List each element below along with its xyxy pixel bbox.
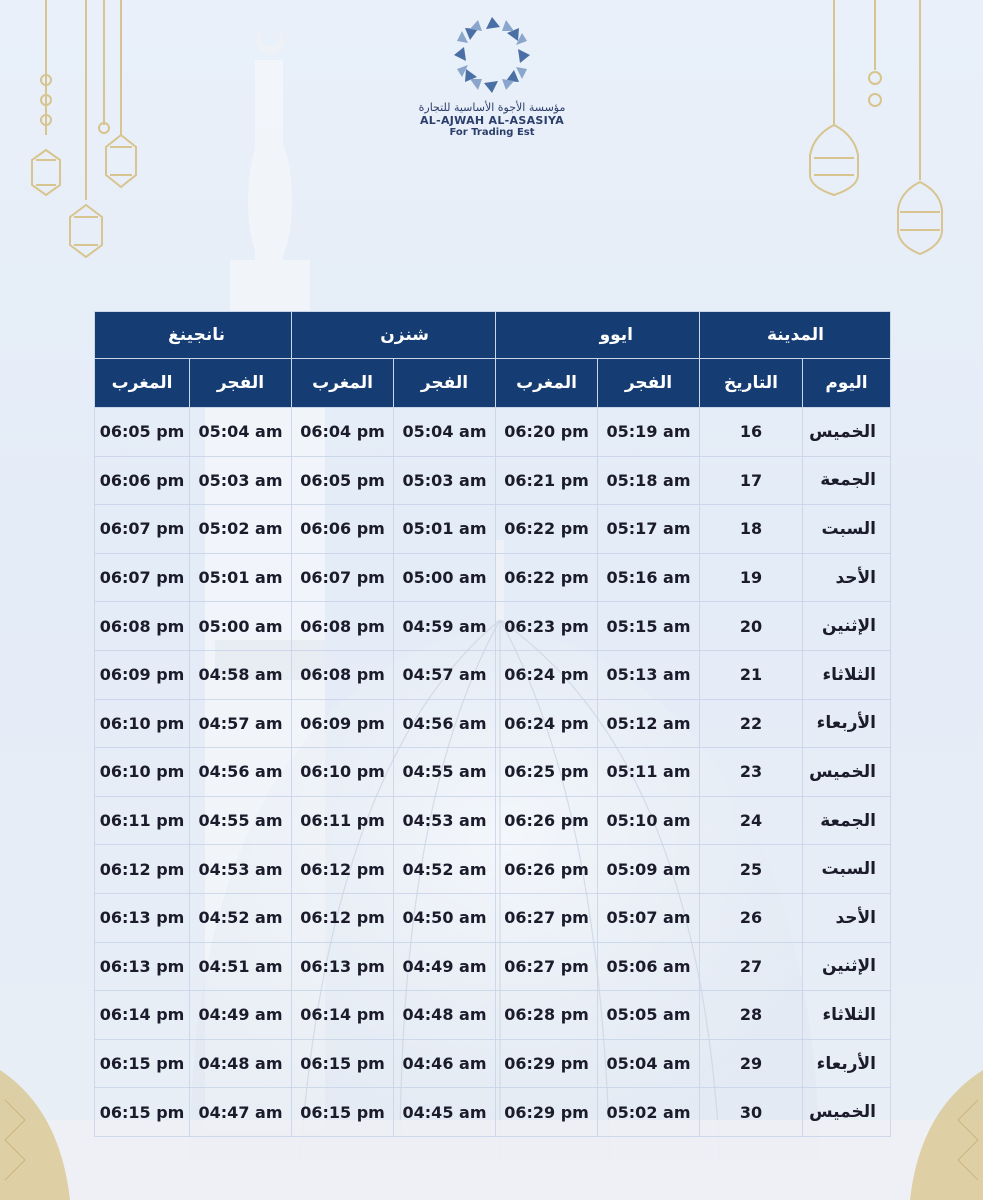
time-value: 06:10 pm [99, 762, 185, 782]
time-value: 06:25 pm [504, 762, 589, 782]
time-value: 05:01 am [402, 519, 487, 539]
time-value: 06:08 pm [300, 665, 385, 685]
day-cell: الأحد [803, 893, 891, 942]
city-yiwu-header: ايوو [496, 312, 700, 359]
shenzhen-fajr-cell [394, 456, 496, 505]
yiwu-fajr-cell [598, 1088, 700, 1137]
time-value: 06:07 pm [99, 519, 185, 539]
day-cell: الأحد [803, 553, 891, 602]
time-value: 05:00 am [198, 616, 283, 636]
time-value: 04:49 am [402, 956, 487, 976]
time-value: 04:49 am [198, 1005, 283, 1025]
brand-tagline: For Trading Est [449, 127, 535, 138]
shenzhen-fajr-cell [394, 1039, 496, 1088]
brand-name-english: AL-AJWAH AL-ASASIYA [419, 114, 565, 127]
time-value: 05:03 am [198, 470, 283, 490]
day-cell: الإثنين [803, 602, 891, 651]
time-value: 06:24 pm [504, 713, 589, 733]
shenzhen-maghrib-cell [292, 699, 394, 748]
yiwu-maghrib-cell [496, 845, 598, 894]
nanjing-maghrib-cell [95, 602, 190, 651]
nanjing-maghrib-cell [95, 942, 190, 991]
time-value: 06:04 pm [300, 422, 385, 442]
time-value: 05:18 am [606, 470, 691, 490]
time-value: 06:09 pm [99, 665, 185, 685]
shenzhen-maghrib-cell [292, 602, 394, 651]
brand-name-arabic: مؤسسة الأجوة الأساسية للتجارة [418, 101, 566, 114]
table-row [95, 505, 891, 554]
time-value: 06:06 pm [300, 519, 385, 539]
time-value: 05:19 am [606, 422, 691, 442]
time-value: 06:08 pm [300, 616, 385, 636]
day-cell: الخميس [803, 1088, 891, 1137]
yiwu-maghrib-cell [496, 942, 598, 991]
nanjing-fajr-cell [190, 796, 292, 845]
yiwu-maghrib-header: المغرب [496, 359, 598, 408]
time-value: 06:15 pm [99, 1054, 185, 1074]
shenzhen-maghrib-cell [292, 796, 394, 845]
date-cell: 20 [700, 602, 803, 651]
shenzhen-fajr-cell [394, 748, 496, 797]
yiwu-fajr-cell [598, 845, 700, 894]
shenzhen-fajr-cell [394, 505, 496, 554]
time-value: 04:52 am [402, 859, 487, 879]
yiwu-maghrib-cell [496, 748, 598, 797]
time-value: 06:05 pm [99, 422, 185, 442]
nanjing-maghrib-cell [95, 796, 190, 845]
table-row [95, 796, 891, 845]
time-value: 06:29 pm [504, 1102, 589, 1122]
day-cell: الأربعاء [803, 1039, 891, 1088]
shenzhen-fajr-cell [394, 893, 496, 942]
date-cell: 29 [700, 1039, 803, 1088]
time-value: 05:07 am [606, 908, 691, 928]
city-nanjing-header: نانجينغ [95, 312, 292, 359]
nanjing-maghrib-cell [95, 650, 190, 699]
table-row [95, 991, 891, 1040]
shenzhen-fajr-cell [394, 796, 496, 845]
day-cell: الثلاثاء [803, 991, 891, 1040]
nanjing-maghrib-cell [95, 408, 190, 457]
time-value: 05:11 am [606, 762, 691, 782]
nanjing-fajr-cell [190, 942, 292, 991]
time-value: 05:09 am [606, 859, 691, 879]
time-value: 04:46 am [402, 1054, 487, 1074]
table-row [95, 942, 891, 991]
time-value: 05:13 am [606, 665, 691, 685]
day-cell: الإثنين [803, 942, 891, 991]
time-value: 06:22 pm [504, 519, 589, 539]
time-value: 06:06 pm [99, 470, 185, 490]
time-value: 06:15 pm [300, 1102, 385, 1122]
city-column-header: المدينة [700, 312, 891, 359]
time-value: 06:10 pm [99, 713, 185, 733]
time-value: 04:50 am [402, 908, 487, 928]
shenzhen-maghrib-cell [292, 650, 394, 699]
date-cell: 23 [700, 748, 803, 797]
nanjing-maghrib-cell [95, 1088, 190, 1137]
table-row [95, 650, 891, 699]
date-cell: 25 [700, 845, 803, 894]
nanjing-maghrib-cell [95, 553, 190, 602]
yiwu-fajr-cell [598, 602, 700, 651]
yiwu-fajr-cell [598, 699, 700, 748]
shenzhen-maghrib-cell [292, 456, 394, 505]
shenzhen-fajr-cell [394, 699, 496, 748]
shenzhen-fajr-cell [394, 991, 496, 1040]
date-cell: 27 [700, 942, 803, 991]
nanjing-fajr-cell [190, 553, 292, 602]
yiwu-fajr-cell [598, 650, 700, 699]
time-value: 06:22 pm [504, 568, 589, 588]
shenzhen-fajr-cell [394, 650, 496, 699]
time-value: 05:03 am [402, 470, 487, 490]
time-value: 05:05 am [606, 1005, 691, 1025]
time-value: 06:21 pm [504, 470, 589, 490]
table-row [95, 408, 891, 457]
shenzhen-fajr-cell [394, 1088, 496, 1137]
table-row [95, 553, 891, 602]
time-value: 05:02 am [198, 519, 283, 539]
date-cell: 30 [700, 1088, 803, 1137]
nanjing-maghrib-cell [95, 699, 190, 748]
shenzhen-maghrib-cell [292, 1088, 394, 1137]
nanjing-maghrib-cell [95, 1039, 190, 1088]
yiwu-fajr-cell [598, 893, 700, 942]
time-value: 06:15 pm [99, 1102, 185, 1122]
time-value: 04:57 am [402, 665, 487, 685]
nanjing-fajr-cell [190, 845, 292, 894]
time-value: 06:26 pm [504, 859, 589, 879]
time-value: 04:56 am [198, 762, 283, 782]
time-value: 04:59 am [402, 616, 487, 636]
yiwu-fajr-cell [598, 408, 700, 457]
nanjing-fajr-cell [190, 1088, 292, 1137]
time-value: 06:14 pm [300, 1005, 385, 1025]
day-cell: السبت [803, 505, 891, 554]
nanjing-fajr-cell [190, 650, 292, 699]
time-value: 06:28 pm [504, 1005, 589, 1025]
yiwu-fajr-cell [598, 1039, 700, 1088]
time-value: 06:15 pm [300, 1054, 385, 1074]
nanjing-fajr-cell [190, 1039, 292, 1088]
time-value: 06:08 pm [99, 616, 185, 636]
time-value: 06:27 pm [504, 908, 589, 928]
shenzhen-maghrib-cell [292, 991, 394, 1040]
date-cell: 22 [700, 699, 803, 748]
time-value: 05:10 am [606, 811, 691, 831]
day-cell: السبت [803, 845, 891, 894]
time-value: 06:26 pm [504, 811, 589, 831]
date-cell: 26 [700, 893, 803, 942]
yiwu-maghrib-cell [496, 553, 598, 602]
nanjing-maghrib-cell [95, 748, 190, 797]
shenzhen-fajr-header: الفجر [394, 359, 496, 408]
time-value: 05:04 am [402, 422, 487, 442]
time-value: 06:14 pm [99, 1005, 185, 1025]
time-value: 06:10 pm [300, 762, 385, 782]
time-value: 05:01 am [198, 568, 283, 588]
time-value: 05:17 am [606, 519, 691, 539]
shenzhen-maghrib-cell [292, 505, 394, 554]
nanjing-maghrib-cell [95, 845, 190, 894]
nanjing-fajr-cell [190, 408, 292, 457]
yiwu-fajr-cell [598, 991, 700, 1040]
day-column-header: اليوم [803, 359, 891, 408]
time-value: 05:04 am [606, 1054, 691, 1074]
date-cell: 19 [700, 553, 803, 602]
time-value: 05:15 am [606, 616, 691, 636]
table-row [95, 699, 891, 748]
time-value: 04:48 am [198, 1054, 283, 1074]
time-value: 04:48 am [402, 1005, 487, 1025]
time-value: 06:07 pm [300, 568, 385, 588]
time-value: 06:29 pm [504, 1054, 589, 1074]
time-value: 04:53 am [198, 859, 283, 879]
nanjing-fajr-cell [190, 893, 292, 942]
column-header-row [95, 359, 891, 408]
time-value: 04:58 am [198, 665, 283, 685]
nanjing-maghrib-cell [95, 456, 190, 505]
time-value: 06:27 pm [504, 956, 589, 976]
prayer-times-body [95, 408, 891, 1137]
shenzhen-maghrib-header: المغرب [292, 359, 394, 408]
time-value: 06:24 pm [504, 665, 589, 685]
nanjing-fajr-cell [190, 505, 292, 554]
nanjing-maghrib-header: المغرب [95, 359, 190, 408]
yiwu-maghrib-cell [496, 893, 598, 942]
time-value: 06:13 pm [99, 956, 185, 976]
time-value: 05:12 am [606, 713, 691, 733]
yiwu-fajr-cell [598, 505, 700, 554]
date-cell: 28 [700, 991, 803, 1040]
date-cell: 24 [700, 796, 803, 845]
shenzhen-maghrib-cell [292, 893, 394, 942]
shenzhen-maghrib-cell [292, 1039, 394, 1088]
shenzhen-maghrib-cell [292, 553, 394, 602]
shenzhen-fajr-cell [394, 942, 496, 991]
time-value: 06:07 pm [99, 568, 185, 588]
nanjing-fajr-cell [190, 602, 292, 651]
yiwu-maghrib-cell [496, 505, 598, 554]
yiwu-maghrib-cell [496, 991, 598, 1040]
yiwu-maghrib-cell [496, 602, 598, 651]
city-header-row [95, 312, 891, 359]
date-cell: 21 [700, 650, 803, 699]
time-value: 06:11 pm [99, 811, 185, 831]
shenzhen-maghrib-cell [292, 408, 394, 457]
yiwu-fajr-cell [598, 553, 700, 602]
day-cell: الأربعاء [803, 699, 891, 748]
shenzhen-maghrib-cell [292, 845, 394, 894]
table-row [95, 1039, 891, 1088]
table-row [95, 845, 891, 894]
nanjing-fajr-cell [190, 456, 292, 505]
day-cell: الجمعة [803, 796, 891, 845]
nanjing-fajr-cell [190, 699, 292, 748]
shenzhen-fajr-cell [394, 602, 496, 651]
nanjing-fajr-cell [190, 748, 292, 797]
nanjing-maghrib-cell [95, 505, 190, 554]
yiwu-maghrib-cell [496, 456, 598, 505]
time-value: 05:16 am [606, 568, 691, 588]
time-value: 06:05 pm [300, 470, 385, 490]
shenzhen-maghrib-cell [292, 942, 394, 991]
nanjing-maghrib-cell [95, 991, 190, 1040]
nanjing-fajr-cell [190, 991, 292, 1040]
yiwu-fajr-cell [598, 796, 700, 845]
hanging-lanterns-right-icon [800, 0, 960, 270]
time-value: 04:53 am [402, 811, 487, 831]
brand-logo [385, 12, 599, 139]
day-cell: الخميس [803, 408, 891, 457]
time-value: 06:23 pm [504, 616, 589, 636]
nanjing-maghrib-cell [95, 893, 190, 942]
time-value: 04:51 am [198, 956, 283, 976]
time-value: 05:02 am [606, 1102, 691, 1122]
yiwu-fajr-header: الفجر [598, 359, 700, 408]
yiwu-maghrib-cell [496, 1088, 598, 1137]
yiwu-maghrib-cell [496, 408, 598, 457]
time-value: 04:55 am [198, 811, 283, 831]
time-value: 04:45 am [402, 1102, 487, 1122]
yiwu-maghrib-cell [496, 699, 598, 748]
day-cell: الخميس [803, 748, 891, 797]
table-row [95, 748, 891, 797]
yiwu-fajr-cell [598, 748, 700, 797]
time-value: 06:12 pm [99, 859, 185, 879]
table-row [95, 602, 891, 651]
time-value: 06:11 pm [300, 811, 385, 831]
yiwu-maghrib-cell [496, 650, 598, 699]
time-value: 06:20 pm [504, 422, 589, 442]
yiwu-fajr-cell [598, 942, 700, 991]
time-value: 04:56 am [402, 713, 487, 733]
shenzhen-fajr-cell [394, 553, 496, 602]
date-cell: 16 [700, 408, 803, 457]
circular-triangle-ring-logo-icon [447, 12, 537, 98]
time-value: 05:00 am [402, 568, 487, 588]
yiwu-maghrib-cell [496, 796, 598, 845]
time-value: 05:06 am [606, 956, 691, 976]
table-row [95, 1088, 891, 1137]
time-value: 06:12 pm [300, 908, 385, 928]
time-value: 06:13 pm [99, 908, 185, 928]
table-row [95, 456, 891, 505]
time-value: 06:12 pm [300, 859, 385, 879]
yiwu-fajr-cell [598, 456, 700, 505]
time-value: 06:09 pm [300, 713, 385, 733]
date-cell: 17 [700, 456, 803, 505]
time-value: 04:47 am [198, 1102, 283, 1122]
time-value: 06:13 pm [300, 956, 385, 976]
time-value: 05:04 am [198, 422, 283, 442]
nanjing-fajr-header: الفجر [190, 359, 292, 408]
table-row [95, 893, 891, 942]
time-value: 04:57 am [198, 713, 283, 733]
day-cell: الثلاثاء [803, 650, 891, 699]
city-shenzhen-header: شنزن [292, 312, 496, 359]
date-cell: 18 [700, 505, 803, 554]
shenzhen-maghrib-cell [292, 748, 394, 797]
yiwu-maghrib-cell [496, 1039, 598, 1088]
shenzhen-fajr-cell [394, 408, 496, 457]
date-column-header: التاريخ [700, 359, 803, 408]
time-value: 04:55 am [402, 762, 487, 782]
day-cell: الجمعة [803, 456, 891, 505]
hanging-lanterns-left-icon [28, 0, 148, 270]
shenzhen-fajr-cell [394, 845, 496, 894]
time-value: 04:52 am [198, 908, 283, 928]
prayer-times-table [94, 311, 891, 1137]
